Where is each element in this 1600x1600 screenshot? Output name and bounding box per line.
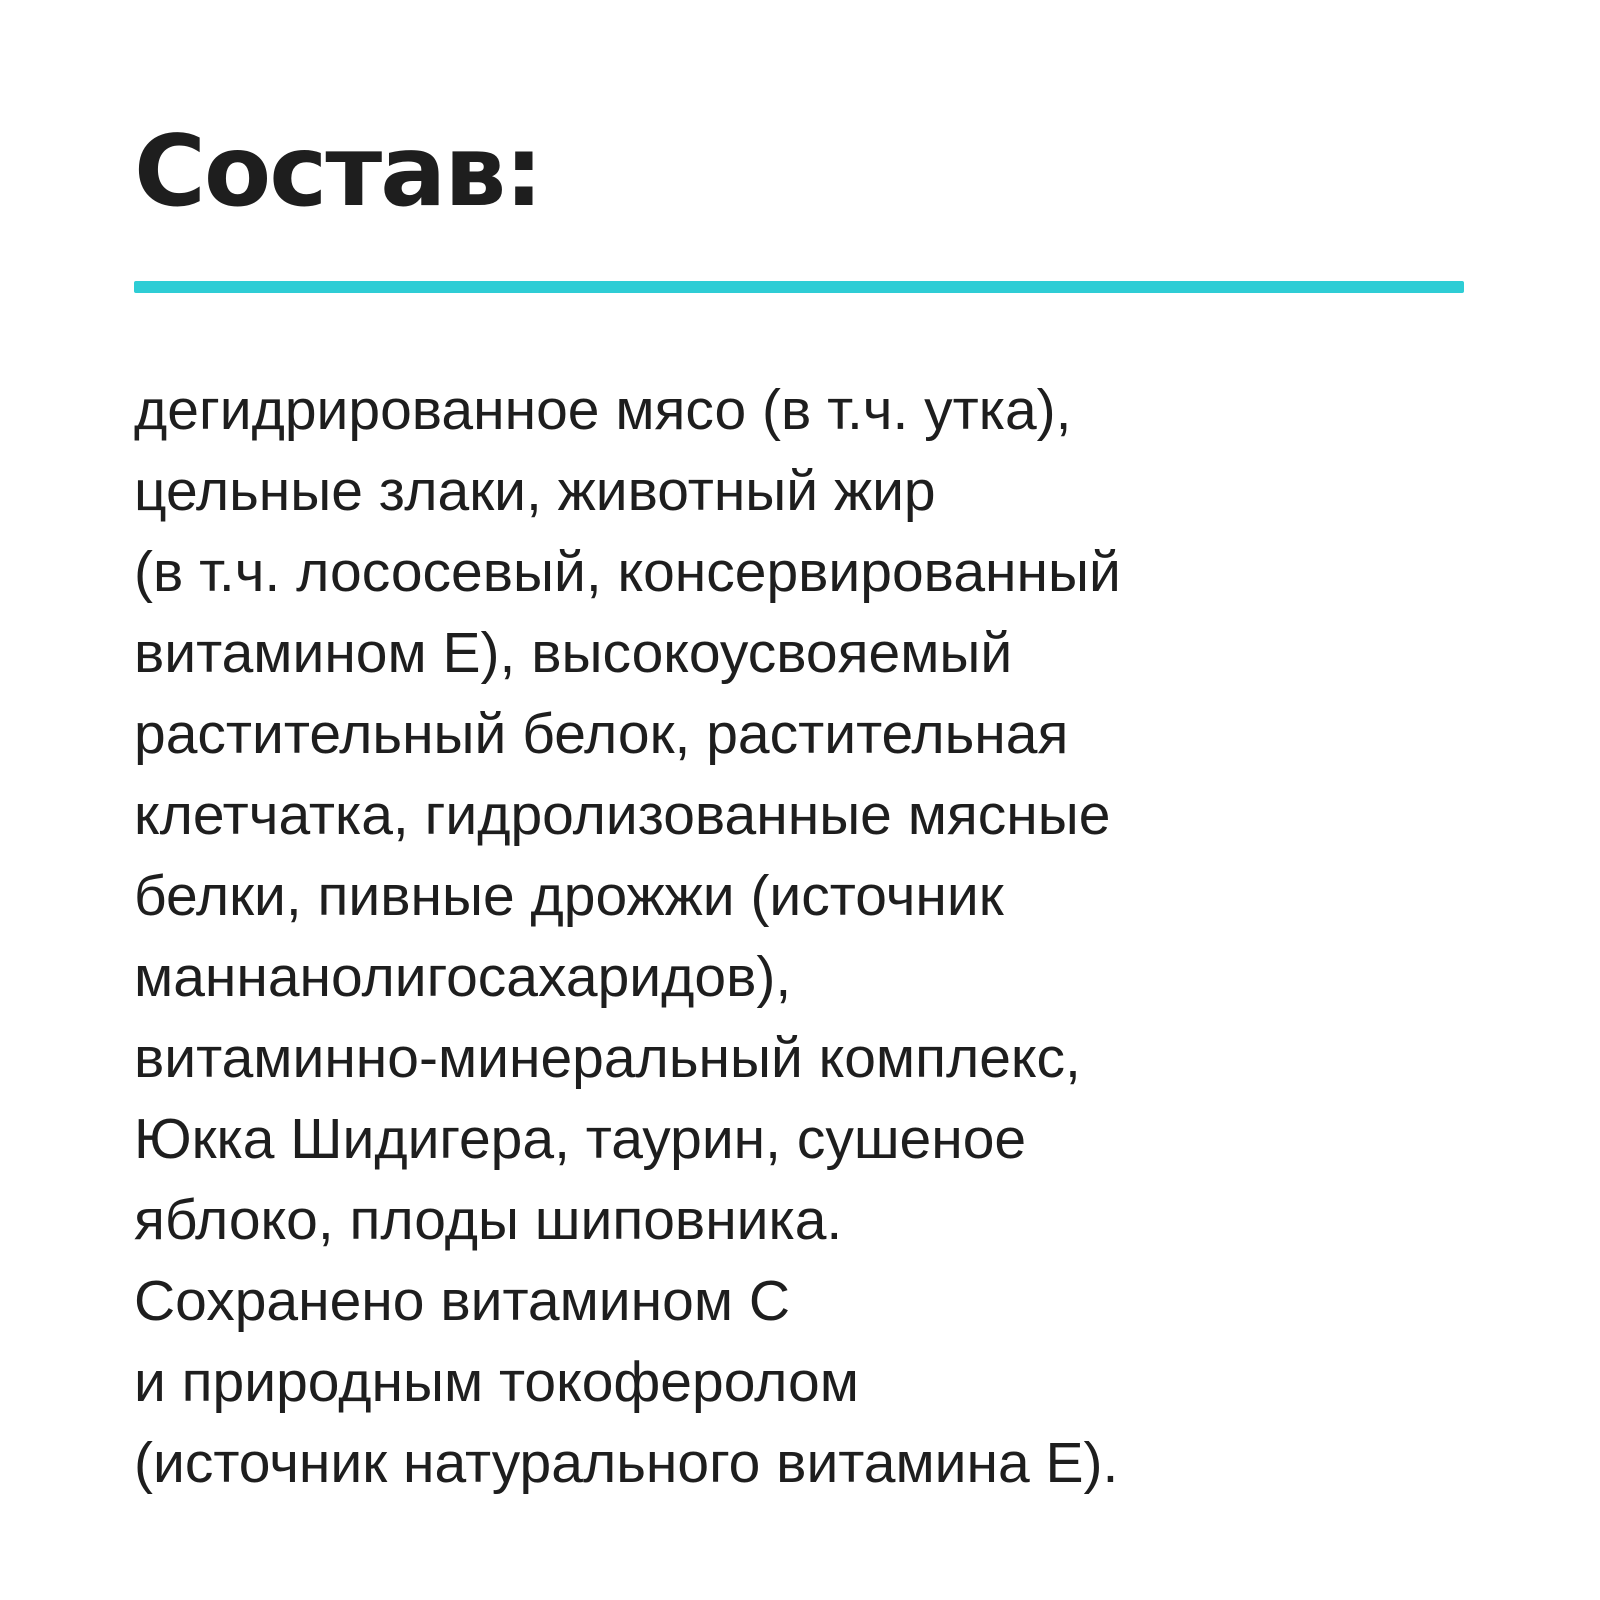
composition-line: растительный белок, растительная: [134, 702, 1069, 766]
composition-line: Сохранено витамином С: [134, 1269, 791, 1333]
composition-line: дегидрированное мясо (в т.ч. утка),: [134, 378, 1072, 442]
section-heading: Состав:: [134, 115, 542, 229]
composition-line: и природным токоферолом: [134, 1350, 859, 1414]
composition-line: (в т.ч. лососевый, консервированный: [134, 540, 1121, 604]
composition-line: цельные злаки, животный жир: [134, 459, 936, 523]
composition-line: (источник натурального витамина Е).: [134, 1431, 1119, 1495]
composition-line: клетчатка, гидролизованные мясные: [134, 783, 1111, 847]
composition-text: [134, 370, 1121, 1504]
accent-divider: [134, 281, 1464, 293]
composition-line: витаминно-минеральный комплекс,: [134, 1026, 1081, 1090]
composition-line: витамином Е), высокоусвояемый: [134, 621, 1013, 685]
composition-line: маннанолигосахаридов),: [134, 945, 792, 1009]
composition-line: белки, пивные дрожжи (источник: [134, 864, 1004, 928]
composition-line: яблоко, плоды шиповника.: [134, 1188, 843, 1252]
composition-line: Юкка Шидигера, таурин, сушеное: [134, 1107, 1027, 1171]
